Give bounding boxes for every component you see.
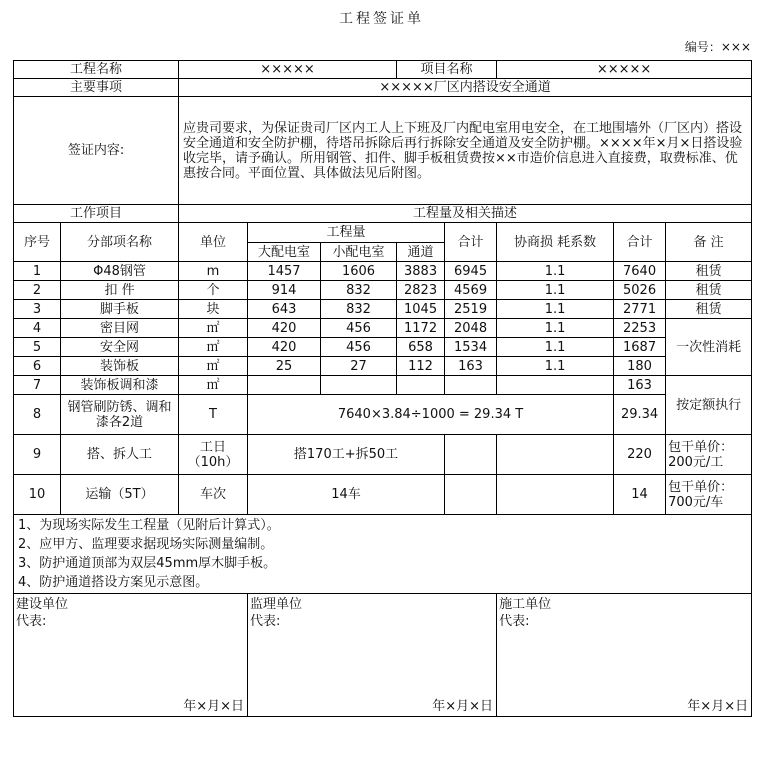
row-small: 456 (321, 338, 397, 357)
signature-contractor (497, 594, 752, 717)
sign-rep-label: 代表: (250, 614, 281, 629)
row-name: 脚手板 (61, 300, 179, 319)
row-unit: 工日（10h） (179, 435, 248, 475)
sign-unit-label: 施工单位 (499, 597, 552, 612)
sign-unit-label: 监理单位 (250, 597, 303, 612)
row-total (445, 376, 497, 395)
sign-date: 年×月×日 (687, 699, 749, 714)
col-passage: 通道 (397, 243, 445, 262)
row-total: 2048 (445, 319, 497, 338)
row-unit: T (179, 395, 248, 435)
row-total2: 163 (614, 376, 666, 395)
sign-rep-label: 代表: (16, 614, 47, 629)
col-remark: 备 注 (666, 223, 752, 262)
row-unit: ㎡ (179, 319, 248, 338)
row-passage: 658 (397, 338, 445, 357)
table-row (14, 395, 752, 435)
item-name-value: ××××× (497, 61, 752, 79)
visa-table (13, 60, 752, 717)
row-total2: 7640 (614, 262, 666, 281)
row-seq: 5 (14, 338, 61, 357)
sign-rep-label: 代表: (499, 614, 530, 629)
col-total: 合计 (445, 223, 497, 262)
sign-unit-label: 建设单位 (16, 597, 69, 612)
row-unit: m (179, 262, 248, 281)
project-name-value: ××××× (179, 61, 397, 79)
col-quantity: 工程量 (248, 223, 445, 243)
row-passage: 1172 (397, 319, 445, 338)
row-desc: 搭170工+拆50工 (248, 435, 445, 475)
main-item-label: 主要事项 (14, 79, 179, 97)
col-total2: 合计 (614, 223, 666, 262)
row-unit: ㎡ (179, 357, 248, 376)
row-seq: 4 (14, 319, 61, 338)
row-remark: 包干单价：200元/工 (666, 435, 752, 475)
note-line: 1、为现场实际发生工程量（见附后计算式）。 (18, 518, 280, 533)
row-passage: 1045 (397, 300, 445, 319)
col-seq: 序号 (14, 223, 61, 262)
row-big: 914 (248, 281, 321, 300)
work-item-label: 工作项目 (14, 205, 179, 223)
table-row (14, 357, 752, 376)
sign-date: 年×月×日 (432, 699, 494, 714)
row-name: 运输（5T） (61, 475, 179, 515)
row-small: 1606 (321, 262, 397, 281)
content-text: 应贵司要求，为保证贵司厂区内工人上下班及厂内配电室用电安全，在工地围墙外（厂区内）搭设安全通道和安全防护棚，待塔吊拆除后再行拆除安全通道及安全防护棚。××××年×月×日搭设验收完毕，请予确认。所用钢管、扣件、脚手板租赁费按××市造价信息进入直接费，取费标准、优惠按合同。平面位置、具体做法见后附图。 (179, 97, 752, 205)
row-total2: 2771 (614, 300, 666, 319)
row-small (321, 376, 397, 395)
row-total2: 220 (614, 435, 666, 475)
table-row (14, 281, 752, 300)
row-loss: 1.1 (497, 300, 614, 319)
document-number: 编号：××× (684, 40, 751, 54)
row-remark: 租赁 (666, 281, 752, 300)
row-remark: 租赁 (666, 300, 752, 319)
row-big (248, 376, 321, 395)
row-name: 装饰板调和漆 (61, 376, 179, 395)
row-seq: 1 (14, 262, 61, 281)
row-small: 832 (321, 281, 397, 300)
sign-date: 年×月×日 (183, 699, 245, 714)
row-name: 扣 件 (61, 281, 179, 300)
table-row (14, 435, 752, 475)
row-seq: 2 (14, 281, 61, 300)
row-total: 1534 (445, 338, 497, 357)
row-name: 装饰板 (61, 357, 179, 376)
row-small: 832 (321, 300, 397, 319)
row-seq: 6 (14, 357, 61, 376)
row-total: 4569 (445, 281, 497, 300)
row-seq: 9 (14, 435, 61, 475)
row-unit: 块 (179, 300, 248, 319)
content-label: 签证内容: (14, 97, 179, 205)
col-small-room: 小配电室 (321, 243, 397, 262)
document-title: 工程签证单 (339, 11, 424, 27)
col-big-room: 大配电室 (248, 243, 321, 262)
row-total2: 180 (614, 357, 666, 376)
row-remark: 租赁 (666, 262, 752, 281)
row-big: 25 (248, 357, 321, 376)
row-name: 安全网 (61, 338, 179, 357)
table-row (14, 319, 752, 338)
signature-supervisor (248, 594, 497, 717)
row-loss: 1.1 (497, 357, 614, 376)
note-line: 2、应甲方、监理要求据现场实际测量编制。 (18, 537, 274, 552)
row-unit: ㎡ (179, 376, 248, 395)
row-total2: 14 (614, 475, 666, 515)
row-total: 163 (445, 357, 497, 376)
project-name-label: 工程名称 (14, 61, 179, 79)
row-total (445, 435, 497, 475)
col-name: 分部项名称 (61, 223, 179, 262)
row-unit: ㎡ (179, 338, 248, 357)
row-small: 456 (321, 319, 397, 338)
table-row (14, 338, 752, 357)
row-passage: 112 (397, 357, 445, 376)
table-row (14, 262, 752, 281)
row-name: Φ48钢管 (61, 262, 179, 281)
table-row (14, 376, 752, 395)
row-loss: 1.1 (497, 338, 614, 357)
table-row (14, 475, 752, 515)
row-seq: 3 (14, 300, 61, 319)
row-big: 420 (248, 319, 321, 338)
row-big: 420 (248, 338, 321, 357)
row-formula: 7640×3.84÷1000 = 29.34 T (248, 395, 614, 435)
row-passage: 3883 (397, 262, 445, 281)
workload-desc-label: 工程量及相关描述 (179, 205, 752, 223)
row-total: 2519 (445, 300, 497, 319)
row-unit: 车次 (179, 475, 248, 515)
table-row (14, 300, 752, 319)
row-total2: 2253 (614, 319, 666, 338)
note-line: 3、防护通道顶部为双层45mm厚木脚手板。 (18, 556, 277, 571)
row-loss (497, 376, 614, 395)
row-desc: 14车 (248, 475, 445, 515)
row-loss (497, 435, 614, 475)
row-name: 钢管刷防锈、调和漆各2道 (61, 395, 179, 435)
item-name-label: 项目名称 (397, 61, 497, 79)
row-passage: 2823 (397, 281, 445, 300)
row-remark: 包干单价：700元/车 (666, 475, 752, 515)
row-big: 643 (248, 300, 321, 319)
row-name: 搭、拆人工 (61, 435, 179, 475)
row-total: 6945 (445, 262, 497, 281)
notes-block (14, 515, 752, 594)
row-seq: 7 (14, 376, 61, 395)
row-name: 密目网 (61, 319, 179, 338)
col-unit: 单位 (179, 223, 248, 262)
row-loss: 1.1 (497, 319, 614, 338)
merged-remark-quota: 按定额执行 (666, 376, 752, 435)
main-item-value: ×××××厂区内搭设安全通道 (179, 79, 752, 97)
row-total2: 5026 (614, 281, 666, 300)
row-loss (497, 475, 614, 515)
row-unit: 个 (179, 281, 248, 300)
row-total2: 29.34 (614, 395, 666, 435)
row-total (445, 475, 497, 515)
signature-owner (14, 594, 248, 717)
row-passage (397, 376, 445, 395)
col-loss: 协商损 耗系数 (497, 223, 614, 262)
row-seq: 8 (14, 395, 61, 435)
note-line: 4、防护通道搭设方案见示意图。 (18, 575, 209, 590)
row-loss: 1.1 (497, 281, 614, 300)
row-big: 1457 (248, 262, 321, 281)
row-small: 27 (321, 357, 397, 376)
row-loss: 1.1 (497, 262, 614, 281)
merged-remark-disposable: 一次性消耗 (666, 319, 752, 376)
row-seq: 10 (14, 475, 61, 515)
row-total2: 1687 (614, 338, 666, 357)
